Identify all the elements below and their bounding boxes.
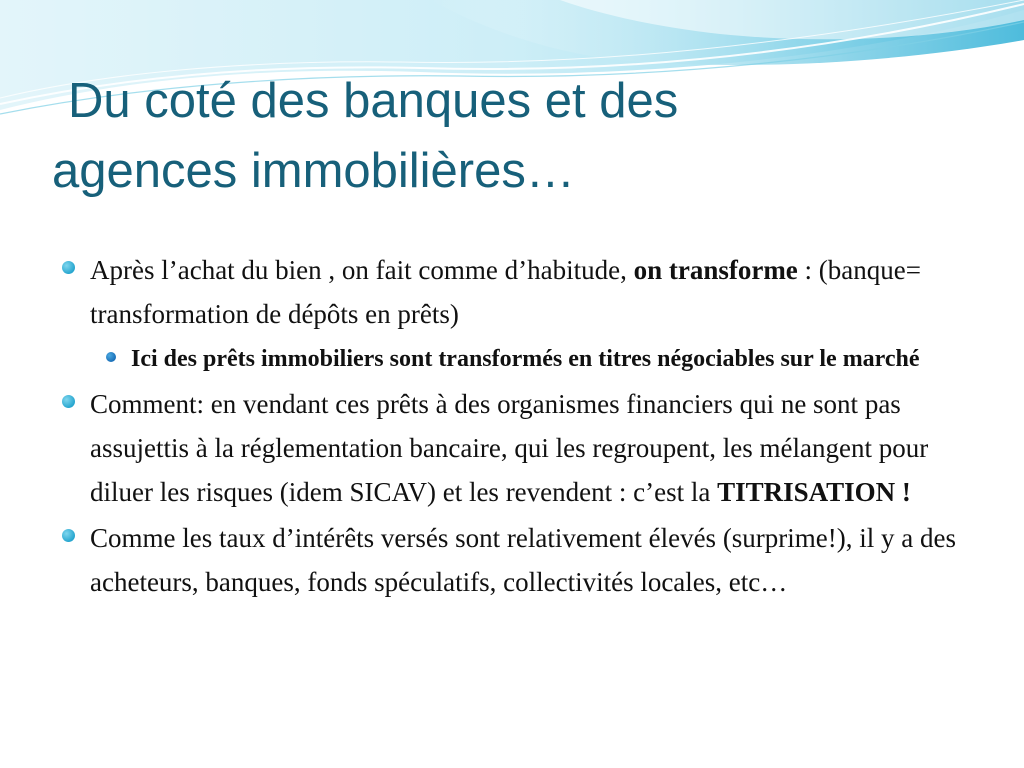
sub-bullet-dot-icon [106,352,116,362]
sub-bullet-text: Ici des prêts immobiliers sont transformés en titres négociables sur le marché [131,346,920,372]
bullet-bold-text: TITRISATION ! [717,477,911,507]
bullet-dot-icon [62,395,75,408]
bullet-dot-icon [62,261,75,274]
bullet-text: Comment: en vendant ces prêts à des organismes financiers qui ne sont pas assujettis à la réglementation bancaire, qui les regroupent, les mélangent pour diluer les risques (idem SICAV) et les revendent : c’est la [90,389,929,507]
bullet-bold-text: on transforme [633,255,798,285]
slide-body [60,248,960,606]
sub-bullet-item [102,338,960,380]
bullet-text: : (banque= transformation de dépôts en prêts) [90,255,921,329]
bullet-item [60,516,960,604]
bullet-text: Comme les taux d’intérêts versés sont relativement élevés (surprime!), il y a des acheteurs, banques, fonds spéculatifs, collectivités locales, etc… [90,523,956,597]
slide-title [52,66,952,206]
bullet-dot-icon [62,529,75,542]
bullet-item [60,382,960,514]
bullet-item [60,248,960,336]
slide-title-line-1: Du coté des banques et des [68,74,679,128]
slide-title-line-2: agences immobilières… [52,144,575,198]
bullet-text: Après l’achat du bien , on fait comme d’habitude, [90,255,634,285]
